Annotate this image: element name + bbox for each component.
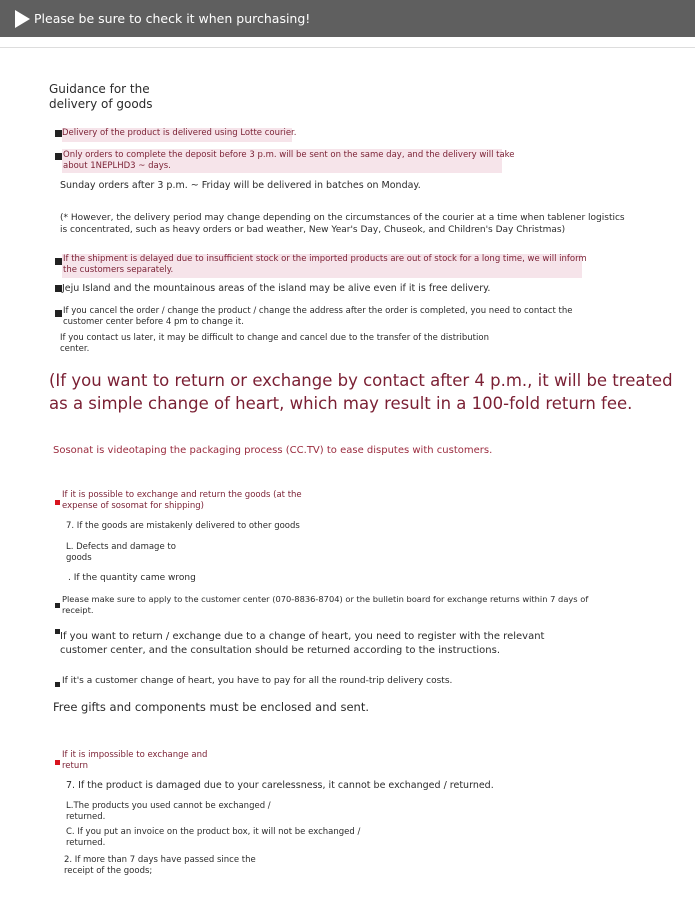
delivery-item-same-day: Only orders to complete the deposit before 3 p.m. will be sent on the same day, and the delivery will take about 1NEPLHD3 ~ days. — [63, 150, 515, 171]
return-warning: (If you want to return or exchange by contact after 4 p.m., it will be treated as a simple change of heart, which may result in a 100-fold return fee. — [49, 371, 673, 413]
sunday-orders-text: Sunday orders after 3 p.m. ~ Friday will be delivered in batches on Monday. — [60, 180, 421, 191]
play-icon — [15, 10, 30, 28]
impossible-case-4: 2. If more than 7 days have passed since the receipt of the goods; — [64, 855, 256, 876]
notice-header-bar — [0, 0, 695, 37]
divider — [0, 47, 695, 48]
impossible-case-1: 7. If the product is damaged due to your carelessness, it cannot be exchanged / returned. — [66, 780, 494, 791]
delivery-item-stock-delay: If the shipment is delayed due to insufficient stock or the imported products are out of stock for a long time, we will inform the customers separately. — [63, 254, 587, 275]
later-contact-text: If you contact us later, it may be difficult to change and cancel due to the transfer of the distribution center. — [60, 333, 489, 354]
possible-case-1: 7. If the goods are mistakenly delivered to other goods — [66, 521, 300, 531]
square-bullet-icon — [55, 130, 62, 137]
impossible-case-3: C. If you put an invoice on the product box, it will not be exchanged / returned. — [66, 827, 361, 848]
change-of-heart-register: If you want to return / exchange due to a change of heart, you need to register with the relevant customer center, and the consultation should be returned according to the instructions. — [60, 631, 545, 656]
square-bullet-icon — [55, 153, 62, 160]
delivery-item-jeju: Jeju Island and the mountainous areas of the island may be alive even if it is free delivery. — [62, 283, 491, 294]
delivery-period-note: (* However, the delivery period may change depending on the circumstances of the courier at a time when tablener logistics is concentrated, such as heavy orders or bad weather, New Year's Day, Chuseok, and Children's Day Christmas) — [60, 213, 625, 235]
free-gifts-note: Free gifts and components must be enclosed and sent. — [53, 700, 369, 714]
square-bullet-icon — [55, 682, 60, 687]
exchange-impossible-title: If it is impossible to exchange and return — [62, 750, 208, 771]
square-bullet-icon — [55, 310, 62, 317]
round-trip-cost: If it's a customer change of heart, you have to pay for all the round-trip delivery costs. — [62, 676, 453, 686]
impossible-case-2: L.The products you used cannot be exchanged / returned. — [66, 801, 271, 822]
delivery-item-cancel: If you cancel the order / change the product / change the address after the order is completed, you need to contact the customer center before 4 pm to change it. — [63, 306, 573, 327]
possible-case-2: L. Defects and damage to goods — [66, 542, 176, 563]
square-bullet-icon — [55, 285, 62, 292]
square-bullet-icon — [55, 603, 60, 608]
delivery-item-lotte: Delivery of the product is delivered using Lotte courier. — [62, 128, 297, 138]
header-text: Please be sure to check it when purchasing! — [34, 11, 311, 26]
exchange-possible-title: If it is possible to exchange and return the goods (at the expense of sosomat for shipping) — [62, 490, 302, 511]
possible-case-3: . If the quantity came wrong — [68, 573, 196, 583]
red-bullet-icon — [55, 500, 60, 505]
guide-title: Guidance for the delivery of goods — [49, 82, 153, 111]
red-bullet-icon — [55, 760, 60, 765]
square-bullet-icon — [55, 258, 62, 265]
apply-customer-center: Please make sure to apply to the customer center (070-8836-8704) or the bulletin board for exchange returns within 7 days of receipt. — [62, 594, 589, 615]
cctv-notice: Sosonat is videotaping the packaging process (CC.TV) to ease disputes with customers. — [53, 445, 493, 456]
